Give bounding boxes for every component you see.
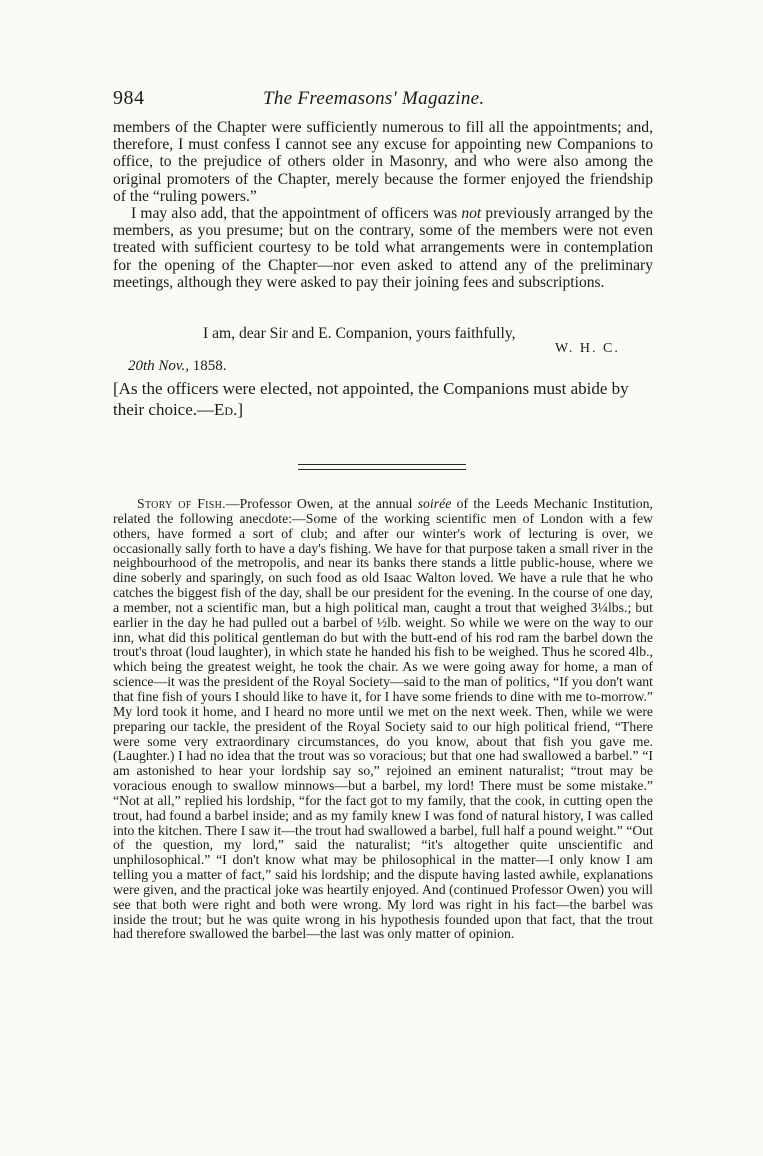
- editor-note-text: [As the officers were elected, not appointed, the Companions must abide by their choice.—: [113, 379, 629, 419]
- page-header: [113, 87, 653, 113]
- story-title: Story of Fish.: [137, 496, 226, 511]
- letter-emphasis: not: [461, 205, 482, 223]
- letter-paragraph-2-start: I may also add, that the appointment of officers was: [131, 205, 462, 223]
- story-of-fish-article: [113, 497, 653, 942]
- letter-paragraph-1: members of the Chapter were sufficiently numerous to fill all the appointments; and, therefore, I must confess I cannot see any excuse for appointing new Companions to office, to the prejudice of others older in Masonry, and who were also among the original promoters of the Chapter, merely because the former enjoyed the friendship of the “ruling powers.”: [113, 119, 653, 205]
- letter-body: [113, 119, 653, 291]
- editor-note-close: ]: [237, 400, 243, 419]
- letter-signature: W. H. C.: [555, 341, 620, 356]
- page-number: 984: [113, 87, 145, 109]
- running-title: The Freemasons' Magazine.: [263, 88, 485, 109]
- date-year: , 1858.: [185, 358, 227, 374]
- date-month: Nov.: [158, 358, 186, 374]
- story-soiree: soirée: [417, 496, 452, 511]
- section-divider-bottom: [298, 469, 466, 470]
- letter-closing: I am, dear Sir and E. Companion, yours faithfully,: [203, 325, 516, 342]
- section-divider-top: [298, 464, 466, 465]
- date-day: 20th: [128, 358, 155, 374]
- letter-paragraph-2-end: previously arranged by the members, as you presume; but on the contrary, some of the members were not even treated with sufficient courtesy to be told what arrangements were in contemplation for the opening of the Chapter—nor even asked to attend any of the preliminary meetings, although they were asked to pay their joining fees and subscriptions.: [113, 205, 653, 291]
- letter-paragraph-2: [113, 205, 653, 291]
- story-body: of the Leeds Mechanic Institution, related the following anecdote:—Some of the working scientific men of London with a few others, have formed a sort of club; and after our winter's work of lecturing is over, we occasionally sally forth to have a day's fishing. We have for that purpose taken a small river in the neighbourhood of the metropolis, and near its banks there stands a little public-house, where we dine soberly and sparingly, on such food as old Isaac Walton loved. We have a rule that he who catches the biggest fish of the day, shall be our president for the evening. In the course of one day, a member, not a scientific man, but a high political man, caught a trout that weighed 3¼lbs.; but earlier in the day he had pulled out a barbel of ½lb. weight. So while we were on the way to our inn, what did this political gentleman do but with the butt-end of his rod ram the barbel down the trout's throat (loud laughter), in which state he handed his fish to be weighed. Thus he scored 4lb., which being the greatest weight, he took the chair. As we were going away for home, a man of science—it was the president of the Royal Society—said to the man of politics, “If you don't want that fine fish of yours I should like to have it, for I have some friends to dine with me to-morrow.” My lord took it home, and I heard no more until we met on the next week. Then, while we were preparing our tackle, the president of the Royal Society said to our high political friend, “There were some very extraordinary circumstances, do you know, about that fish you gave me. (Laughter.) I had no idea that the trout was so voracious; but that one had swallowed a barbel.” “I am astonished to hear your lordship say so,” rejoined an eminent naturalist; “trout may be voracious enough to swallow minnows—but a barbel, my lord! There must be some mistake.” “Not at all,” replied his lordship, “for the fact got to my family, that the cook, in cutting open the trout, had found a barbel inside; and as my family knew I was fond of natural history, I was called into the kitchen. There I saw it—the trout had swallowed a barbel, full half a pound weight.” “Out of the question, my lord,” said the naturalist; “it's altogether quite unscientific and unphilosophical.” “I don't know what may be philosophical in the matter—I only know I am telling you a matter of fact,” said his lordship; and the dispute having lasted awhile, explanations were given, and the practical joke was heartily enjoyed. And (continued Professor Owen) you will see that both were right and both were wrong. My lord was right in his fact—the barbel was inside the trout; but he was quite wrong in his hypothesis founded upon that fact, that the trout had therefore swallowed the barbel—the last was only matter of opinion.: [113, 496, 653, 942]
- editor-signoff: Ed.: [214, 400, 238, 419]
- story-intro: —Professor Owen, at the annual: [225, 496, 418, 511]
- story-paragraph: [113, 497, 653, 942]
- letter-date: [128, 358, 226, 375]
- editor-note: [113, 378, 653, 420]
